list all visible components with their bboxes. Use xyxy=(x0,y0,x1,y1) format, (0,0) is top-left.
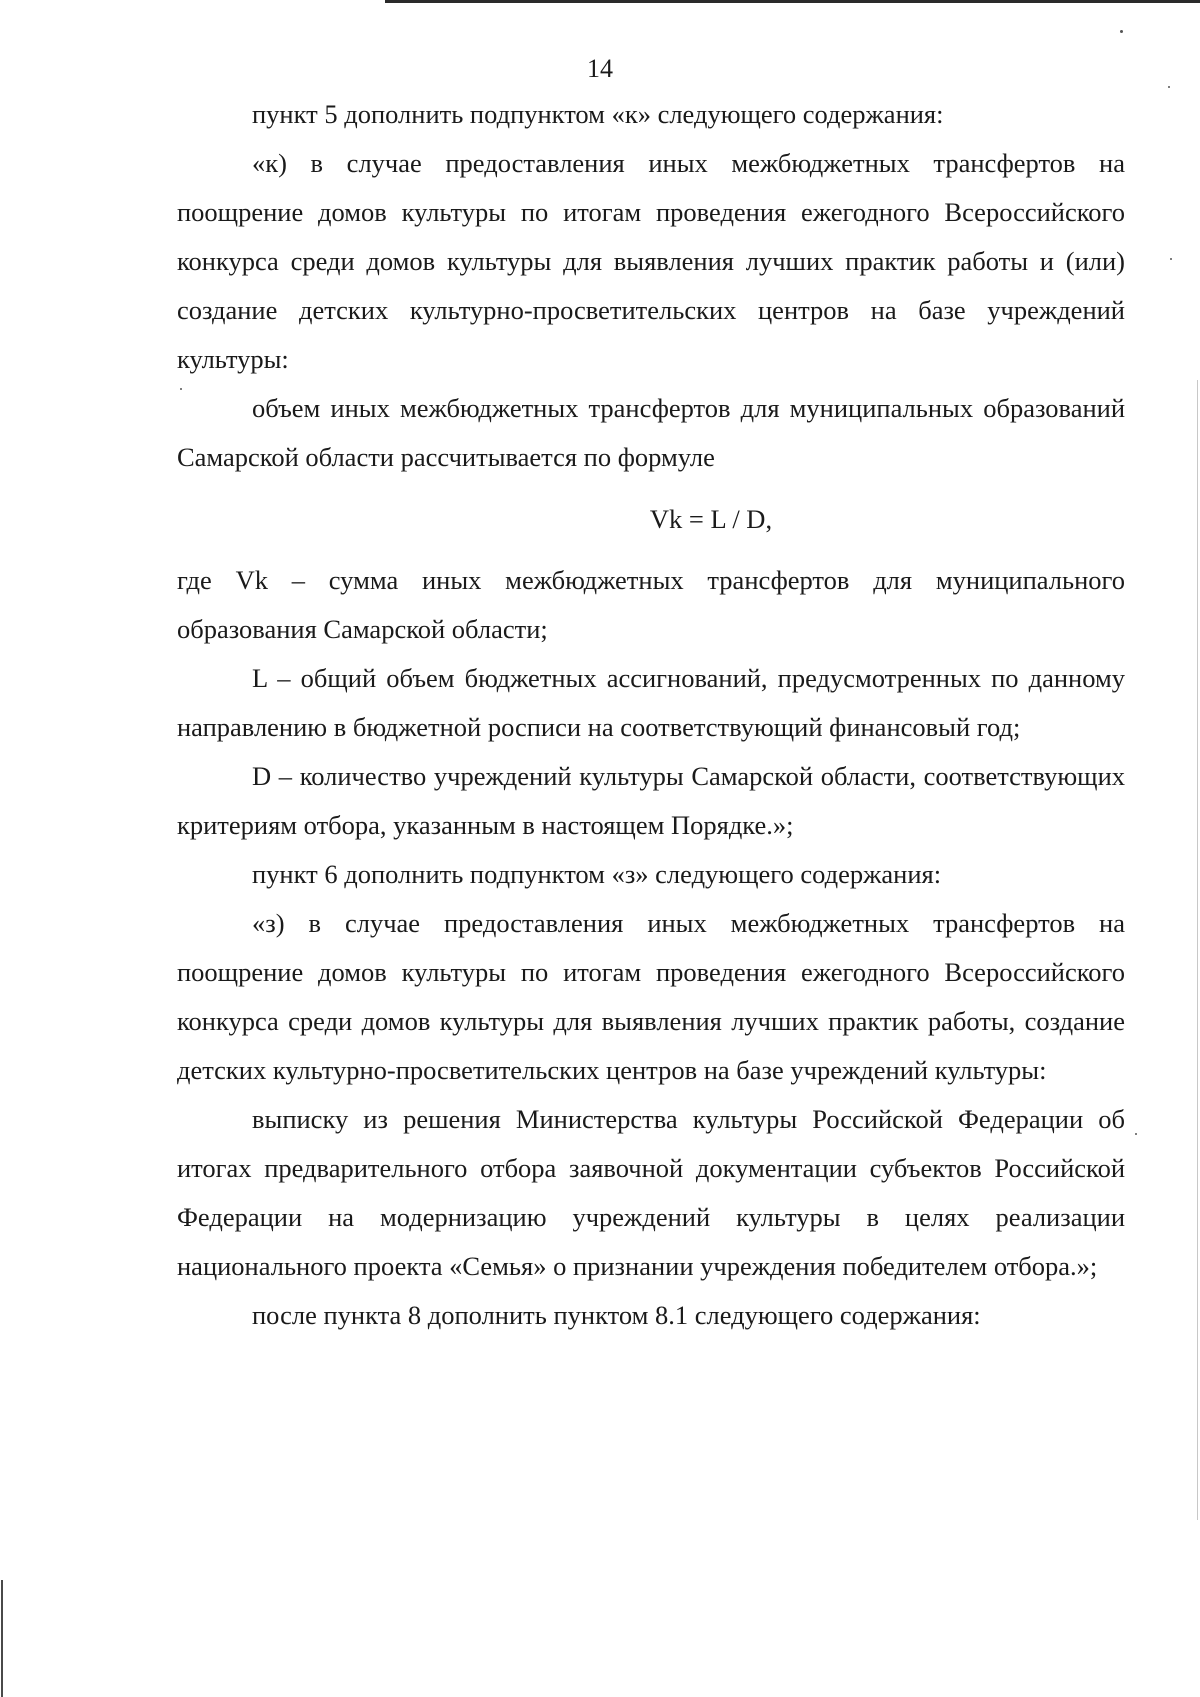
paragraph: пункт 5 дополнить подпунктом «к» следующего содержания: xyxy=(252,99,944,129)
scan-border-top xyxy=(385,0,1200,3)
paragraph: «к) в случае предоставления иных межбюджетных трансфертов на поощрение домов культуры по итогам проведения ежегодного Всероссийского конкурса среди домов культуры для выявления лучших практик работы и (или) создание детских культурно-просветительских центров на базе учреждений культуры: xyxy=(177,148,1125,374)
paragraph: D – количество учреждений культуры Самарской области, соответствующих критериям отбора, указанным в настоящем Порядке.»; xyxy=(177,761,1125,840)
paragraph: где Vk – сумма иных межбюджетных трансфертов для муниципального образования Самарской области; xyxy=(177,565,1125,644)
paragraph: L – общий объем бюджетных ассигнований, предусмотренных по данному направлению в бюджетной росписи на соответствующий финансовый год; xyxy=(177,663,1125,742)
page-number: 14 xyxy=(587,54,613,83)
scan-speck xyxy=(1170,258,1172,260)
scan-speck xyxy=(1120,30,1123,33)
paragraph: объем иных межбюджетных трансфертов для муниципальных образований Самарской области рассчитывается по формуле xyxy=(177,393,1125,472)
paragraph: пункт 6 дополнить подпунктом «з» следующего содержания: xyxy=(252,859,942,889)
scan-speck xyxy=(1168,86,1170,88)
scan-border-left xyxy=(1,1580,3,1697)
scan-border-right xyxy=(1197,380,1198,1520)
paragraph: «з) в случае предоставления иных межбюджетных трансфертов на поощрение домов культуры по итогам проведения ежегодного Всероссийского конкурса среди домов культуры для выявления лучших практик работы, создание детских культурно-просветительских центров на базе учреждений культуры: xyxy=(177,908,1125,1085)
paragraph: после пункта 8 дополнить пунктом 8.1 следующего содержания: xyxy=(252,1300,981,1330)
formula: Vk = L / D, xyxy=(649,504,773,534)
document-body xyxy=(177,90,1125,1340)
paragraph: выписку из решения Министерства культуры Российской Федерации об итогах предварительного отбора заявочной документации субъектов Российской Федерации на модернизацию учреждений культуры в целях реализации национального проекта «Семья» о признании учреждения победителем отбора.»; xyxy=(177,1104,1125,1281)
scan-speck xyxy=(1135,1133,1137,1135)
